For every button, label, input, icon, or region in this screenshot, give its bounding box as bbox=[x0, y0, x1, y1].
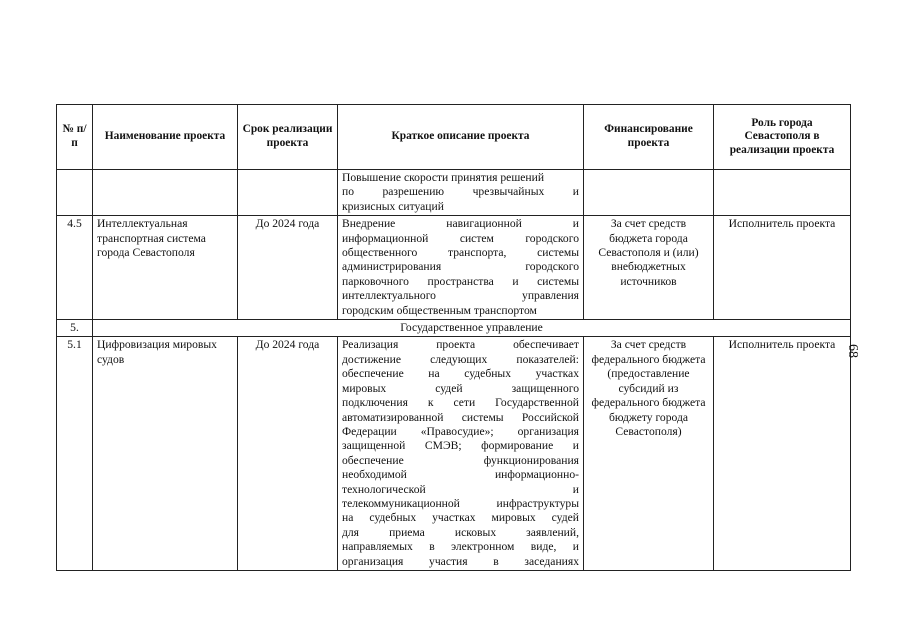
desc-line: обеспечение функционирования bbox=[342, 453, 579, 467]
section-title: Государственное управление bbox=[93, 320, 851, 337]
cell-finance: За счет средств бюджета города Севастополя и (или) внебюджетных источников bbox=[584, 216, 714, 320]
header-role: Роль города Севастополя в реализации проекта bbox=[714, 105, 851, 170]
cell-num: 5. bbox=[57, 320, 93, 337]
table-header-row bbox=[57, 105, 851, 170]
desc-line: кризисных ситуаций bbox=[342, 199, 444, 213]
table-row-5-1 bbox=[57, 337, 851, 571]
header-term: Срок реализации проекта bbox=[238, 105, 338, 170]
cell-role: Исполнитель проекта bbox=[714, 216, 851, 320]
desc-line: защищенной СМЭВ; формирование и bbox=[342, 439, 579, 453]
header-num: № п/п bbox=[57, 105, 93, 170]
page-number: 68 bbox=[845, 344, 860, 358]
cell-finance: За счет средств федерального бюджета (предоставление субсидий из федерального бюджета бюджету города Севастополя) bbox=[584, 337, 714, 571]
cell-role bbox=[714, 170, 851, 216]
table-row-continuation bbox=[57, 170, 851, 216]
desc-line: мировых судей защищенного bbox=[342, 381, 579, 395]
desc-line: обеспечение на судебных участках bbox=[342, 367, 579, 381]
cell-num: 4.5 bbox=[57, 216, 93, 320]
cell-name: Интеллектуальная транспортная система города Севастополя bbox=[93, 216, 238, 320]
desc-line: на судебных участках мировых судей bbox=[342, 511, 579, 525]
desc-line: автоматизированной системы Российской bbox=[342, 410, 579, 424]
cell-term bbox=[238, 170, 338, 216]
desc-line: интеллектуального управления bbox=[342, 289, 579, 303]
desc-line: информационной систем городского bbox=[342, 231, 579, 245]
desc-line: направляемых в электронном виде, и bbox=[342, 540, 579, 554]
desc-line: по разрешению чрезвычайных и bbox=[342, 185, 579, 199]
desc-line: Федерации «Правосудие»; организация bbox=[342, 424, 579, 438]
desc-line: достижение следующих показателей: bbox=[342, 352, 579, 366]
desc-line: Повышение скорости принятия решений bbox=[342, 171, 545, 184]
header-name: Наименование проекта bbox=[93, 105, 238, 170]
desc-line: общественного транспорта, системы bbox=[342, 246, 579, 260]
projects-table bbox=[56, 104, 851, 571]
cell-term: До 2024 года bbox=[238, 337, 338, 571]
desc-line: технологической и bbox=[342, 482, 579, 496]
header-finance: Финансирование проекта bbox=[584, 105, 714, 170]
header-desc: Краткое описание проекта bbox=[338, 105, 584, 170]
table-row-4-5 bbox=[57, 216, 851, 320]
desc-line: администрирования городского bbox=[342, 260, 579, 274]
cell-name bbox=[93, 170, 238, 216]
desc-line: организация участия в заседаниях bbox=[342, 554, 579, 568]
cell-desc bbox=[338, 170, 584, 216]
desc-line: необходимой информационно- bbox=[342, 468, 579, 482]
desc-line: подключения к сети Государственной bbox=[342, 396, 579, 410]
cell-role: Исполнитель проекта bbox=[714, 337, 851, 571]
desc-line: городским общественным транспортом bbox=[342, 303, 537, 317]
desc-line: для приема исковых заявлений, bbox=[342, 525, 579, 539]
cell-num: 5.1 bbox=[57, 337, 93, 571]
cell-num bbox=[57, 170, 93, 216]
cell-term: До 2024 года bbox=[238, 216, 338, 320]
cell-finance bbox=[584, 170, 714, 216]
desc-line: телекоммуникационной инфраструктуры bbox=[342, 496, 579, 510]
cell-name: Цифровизация мировых судов bbox=[93, 337, 238, 571]
section-row-5 bbox=[57, 320, 851, 337]
desc-line: Внедрение навигационной и bbox=[342, 217, 579, 231]
cell-desc bbox=[338, 216, 584, 320]
cell-desc bbox=[338, 337, 584, 571]
desc-line: Реализация проекта обеспечивает bbox=[342, 338, 579, 352]
desc-line: парковочного пространства и системы bbox=[342, 274, 579, 288]
